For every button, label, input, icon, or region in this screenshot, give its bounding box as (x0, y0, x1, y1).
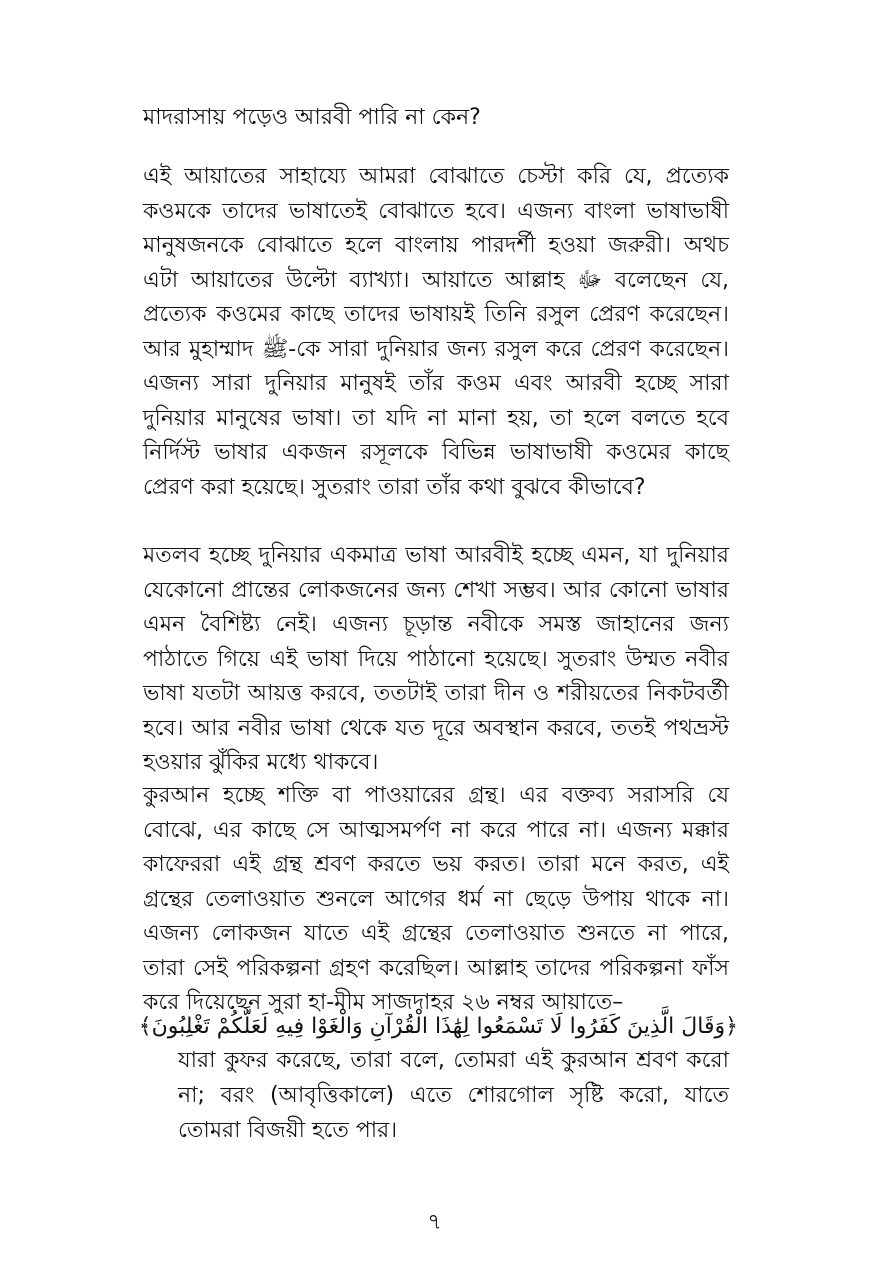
paragraph-3: কুরআন হচ্ছে শক্তি বা পাওয়ারের গ্রন্থ। এর বক্তব্য সরাসরি যে বোঝে, এর কাছে সে আত্মসমর্পণ না করে পারে না। এজন্য মক্কার কাফেররা এই গ্রন্থ শ্রবণ করতে ভয় করত। তারা মনে করত, এই গ্রন্থের তেলাওয়াত শুনলে আগের ধর্ম না ছেড়ে উপায় থাকে না। এজন্য লোকজন যাতে এই গ্রন্থের তেলাওয়াত শুনতে না পারে, তারা সেই পরিকল্পনা গ্রহণ করেছিল। আল্লাহ তাদের পরিকল্পনা ফাঁস করে দিয়েছেন সুরা হা-মীম সাজদাহর ২৬ নম্বর আয়াতে– (143, 783, 729, 1015)
verse-translation: যারা কুফর করেছে, তারা বলে, তোমরা এই কুরআন শ্রবণ করো না; বরং (আবৃত্তিকালে) এতে শোরগোল সৃষ্টি করো, যাতে তোমরা বিজয়ী হতে পার। (178, 1048, 729, 1143)
paragraph-1: এই আয়াতের সাহায্যে আমরা বোঝাতে চেস্টা করি যে, প্রত্যেক কওমকে তাদের ভাষাতেই বোঝাতে হবে। এজন্য বাংলা ভাষাভাষী মানুষজনকে বোঝাতে হলে বাংলায় পারদর্শী হওয়া জরুরী। অথচ এটা আয়াতের উল্টো ব্যাখ্যা। আয়াতে আল্লাহ ﷻ বলেছেন যে, প্রত্যেক কওমের কাছে তাদের ভাষায়ই তিনি রসুল প্রেরণ করেছেন। আর মুহাম্মাদ ﷺ-কে সারা দুনিয়ার জন্য রসুল করে প্রেরণ করেছেন। এজন্য সারা দুনিয়ার মানুষই তাঁর কওম এবং আরবী হচ্ছে সারা দুনিয়ার মানুষের ভাষা। তা যদি না মানা হয়, তা হলে বলতে হবে নির্দিস্ট ভাষার একজন রসূলকে বিভিন্ন ভাষাভাষী কওমের কাছে প্রেরণ করা হয়েছে। সুতরাং তারা তাঁর কথা বুঝবে কীভাবে? (143, 164, 729, 500)
section-heading: মাদরাসায় পড়েও আরবী পারি না কেন? (143, 105, 481, 130)
page-number: ৭ (427, 1210, 442, 1235)
paragraph-2: মতলব হচ্ছে দুনিয়ার একমাত্র ভাষা আরবীই হচ্ছে এমন, যা দুনিয়ার যেকোনো প্রান্তের লোকজনের জন্য শেখা সম্ভব। আর কোনো ভাষার এমন বৈশিষ্ট্য নেই। এজন্য চূড়ান্ত নবীকে সমস্ত জাহানের জন্য পাঠাতে গিয়ে এই ভাষা দিয়ে পাঠানো হয়েছে। সুতরাং উম্মত নবীর ভাষা যতটা আয়ত্ত করবে, ততটাই তারা দীন ও শরীয়তের নিকটবর্তী হবে। আর নবীর ভাষা থেকে যত দূরে অবস্থান করবে, ততই পথভ্রস্ট হওয়ার ঝুঁকির মধ্যে থাকবে। (143, 543, 729, 775)
arabic-verse: ﴿وَقَالَ الَّذِينَ كَفَرُوا لَا تَسْمَعُوا لِهَٰذَا الْقُرْآنِ وَالْغَوْا فِيهِ لَعَلَّكُمْ تَغْلِبُونَ﴾ (138, 1014, 738, 1039)
